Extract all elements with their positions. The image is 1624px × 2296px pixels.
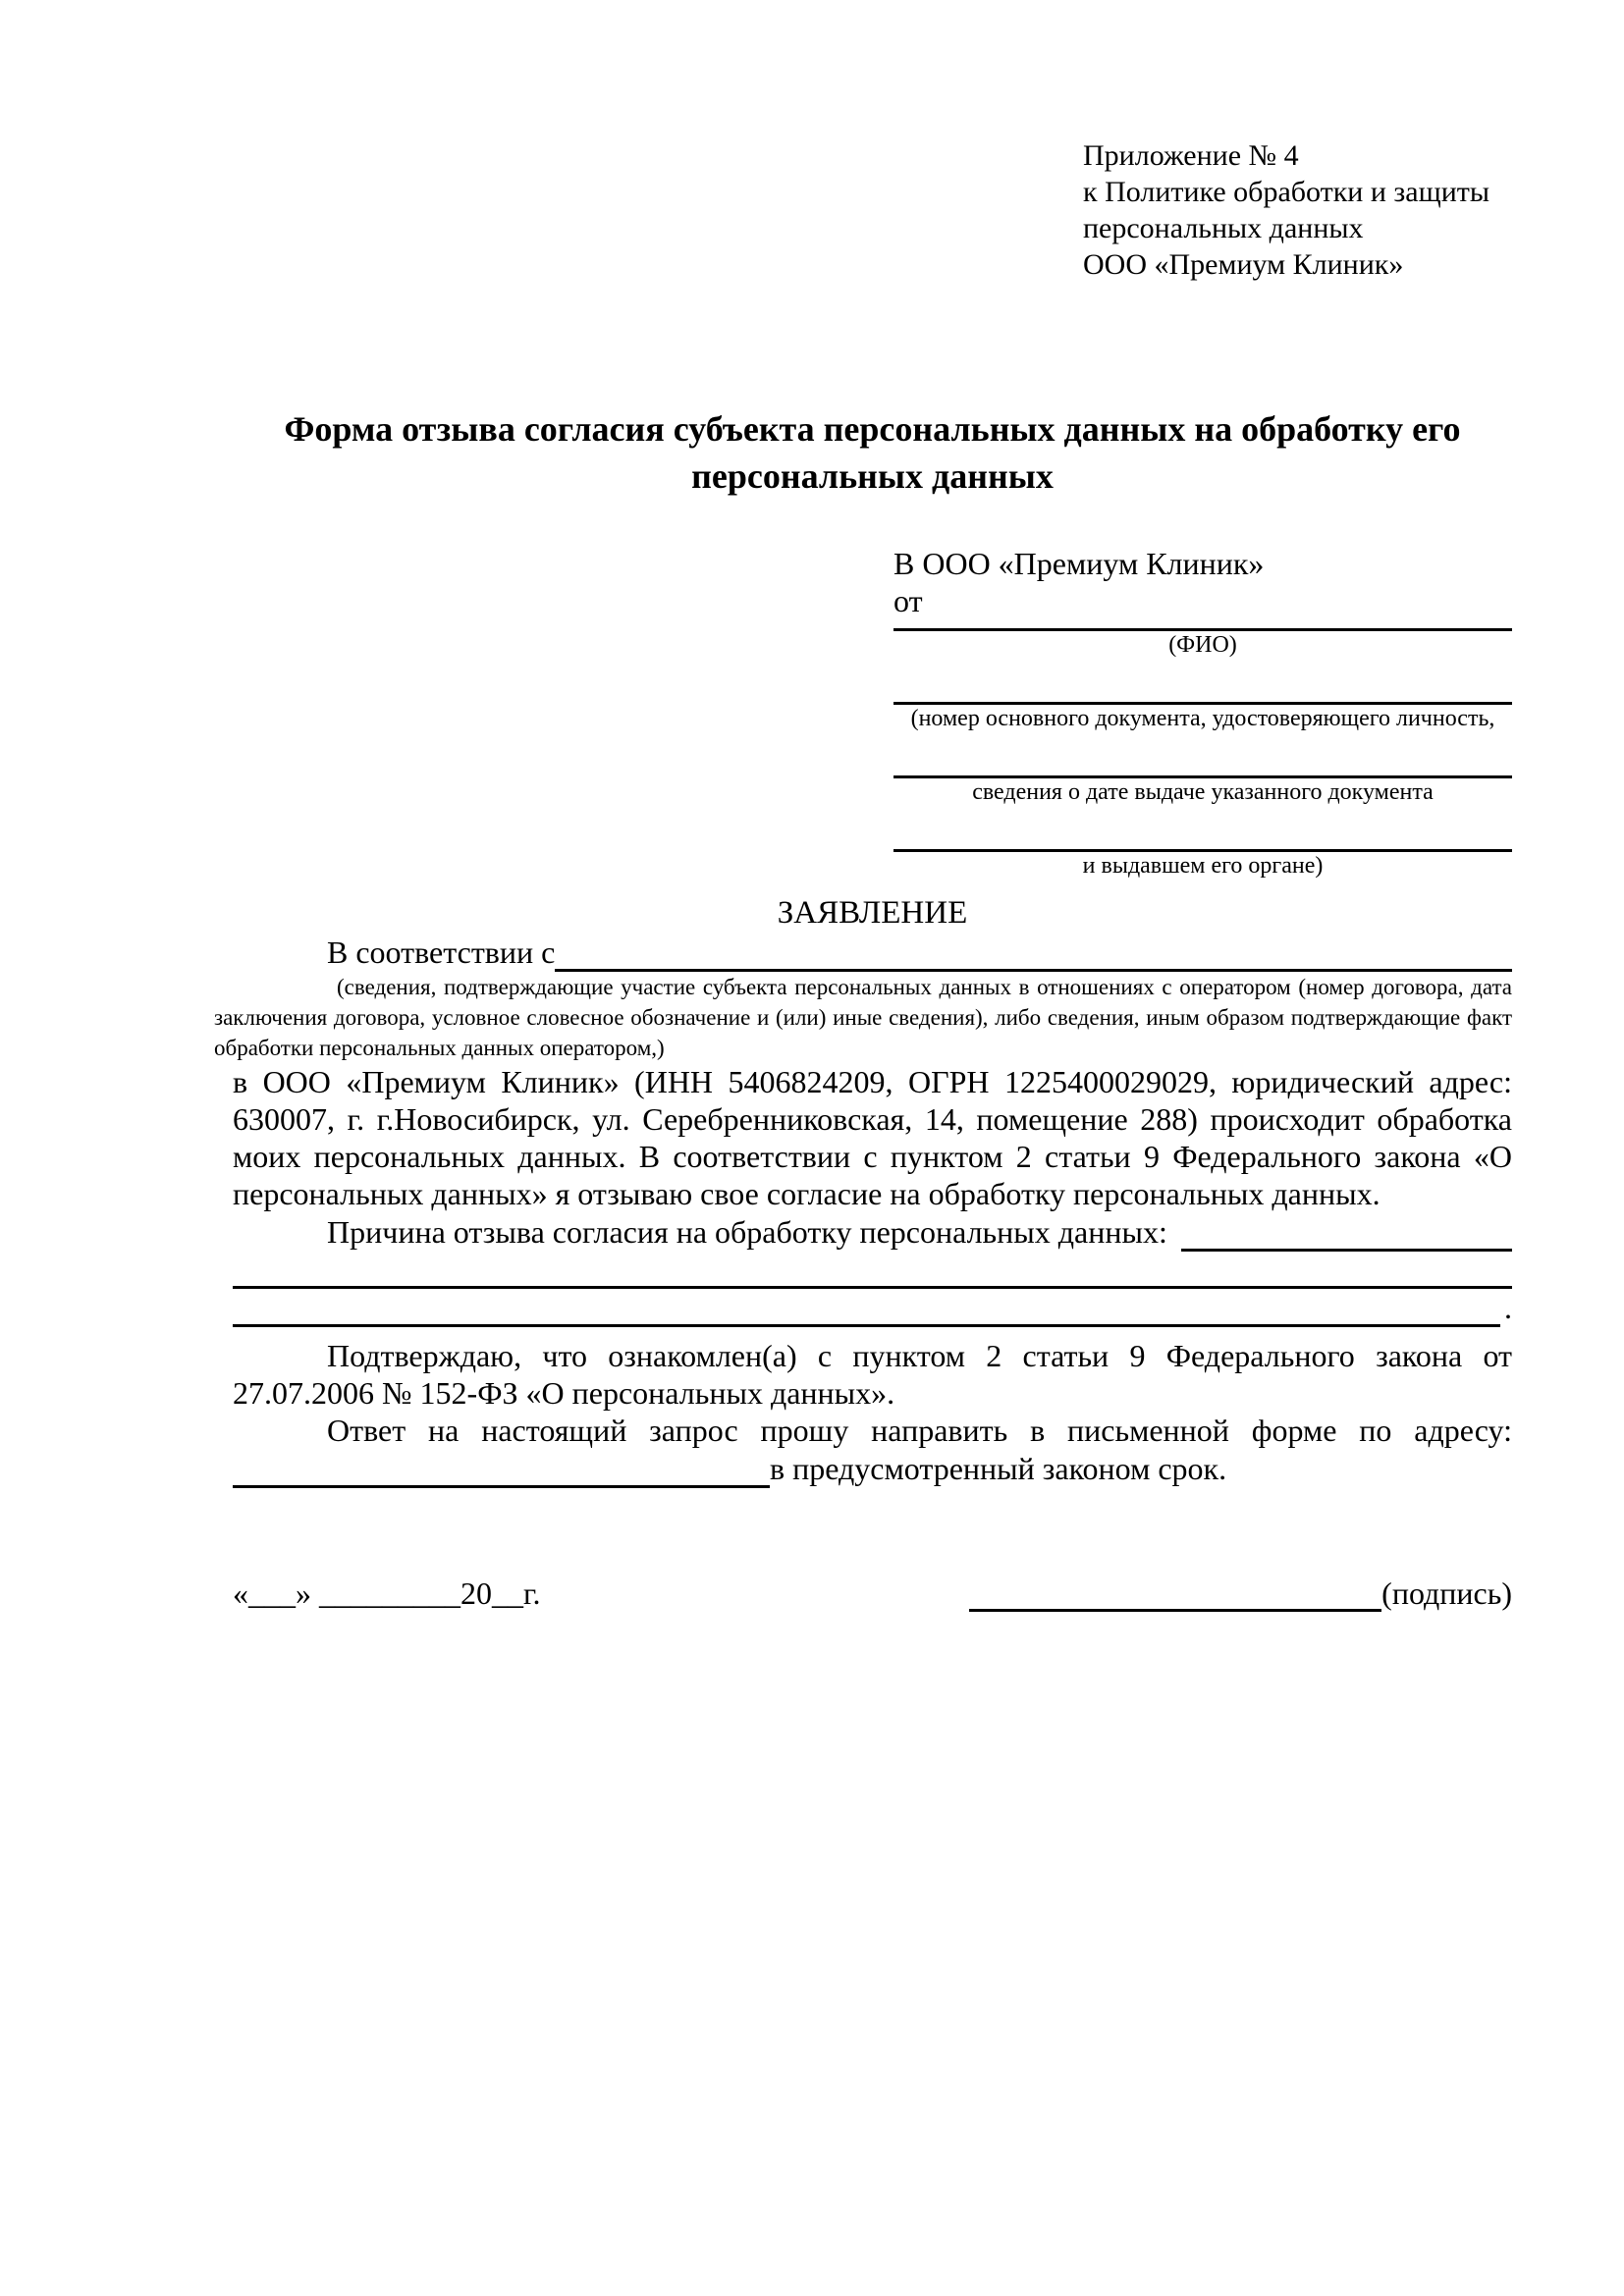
signature-blank-line (969, 1575, 1381, 1612)
recipient-to: В ООО «Премиум Клиник» (893, 546, 1265, 581)
fio-blank-line (893, 619, 1512, 631)
response-request-line: Ответ на настоящий запрос прошу направить в письменной форме по адресу: (327, 1413, 1512, 1448)
reason-blank-line (1181, 1212, 1512, 1252)
reason-row (233, 1212, 1512, 1252)
address-blank-line (233, 1449, 770, 1488)
reason-lead: Причина отзыва согласия на обработку персональных данных: (327, 1214, 1167, 1250)
doc-number-blank-line (893, 659, 1512, 705)
processing-paragraph: в ООО «Премиум Клиник» (ИНН 5406824209, ОГРН 1225400029029, юридический адрес: 630007, г. г.Новосибирск, ул. Серебренниковская, 14, помещение 288) происходит обработка моих персональных данных. В соответствии с пунктом 2 статьи 9 Федерального закона «О персональных данных» я отзываю свое согласие на обработку персональных данных. (233, 1064, 1512, 1211)
issuing-authority-blank-line (893, 806, 1512, 852)
statement-heading: ЗАЯВЛЕНИЕ (777, 895, 968, 931)
response-tail: в предусмотренный законом срок. (770, 1451, 1227, 1486)
doc-number-caption: (номер основного документа, удостоверяющего личность, (910, 706, 1495, 731)
recipient-from-label: от (893, 583, 923, 618)
issue-date-blank-line (893, 732, 1512, 778)
footer-row (233, 1575, 1512, 1612)
recipient-block (893, 545, 1512, 880)
appendix-block (1083, 137, 1512, 283)
reason-blank-row-3 (233, 1289, 1512, 1327)
intro-blank-line (555, 933, 1512, 972)
intro-lead: В соответствии с (327, 934, 556, 970)
confirmation-paragraph: Подтверждаю, что ознакомлен(а) с пунктом 2 статьи 9 Федерального закона от 27.07.2006 № 152-ФЗ «О персональных данных». (233, 1338, 1512, 1411)
signature-group (969, 1575, 1512, 1612)
signature-caption: (подпись) (1381, 1575, 1512, 1611)
fine-print-note: (сведения, подтверждающие участие субъекта персональных данных в отношениях с оператором (номер договора, дата заключения договора, условное словесное обозначение и (или) иные сведения), либо сведения, иным образом подтверждающие факт обработки персональных данных оператором,) (214, 975, 1512, 1060)
form-title: Форма отзыва согласия субъекта персональных данных на обработку его персональных данных (284, 409, 1461, 496)
intro-row (233, 933, 1512, 972)
blank-line-period: . (1504, 1290, 1512, 1325)
appendix-line: персональных данных (1083, 212, 1364, 244)
reason-blank-line-3 (233, 1289, 1500, 1327)
appendix-line: ООО «Премиум Клиник» (1083, 248, 1404, 281)
fio-caption: (ФИО) (1168, 632, 1237, 658)
appendix-line: Приложение № 4 (1083, 139, 1299, 172)
appendix-line: к Политике обработки и защиты (1083, 176, 1490, 208)
issue-date-caption: сведения о дате выдаче указанного документа (972, 779, 1434, 805)
date-blank-field: «___» _________20__г. (233, 1575, 541, 1611)
address-row (233, 1449, 1512, 1488)
reason-blank-line-2 (233, 1254, 1512, 1289)
issuing-authority-caption: и выдавшем его органе) (1082, 853, 1324, 879)
